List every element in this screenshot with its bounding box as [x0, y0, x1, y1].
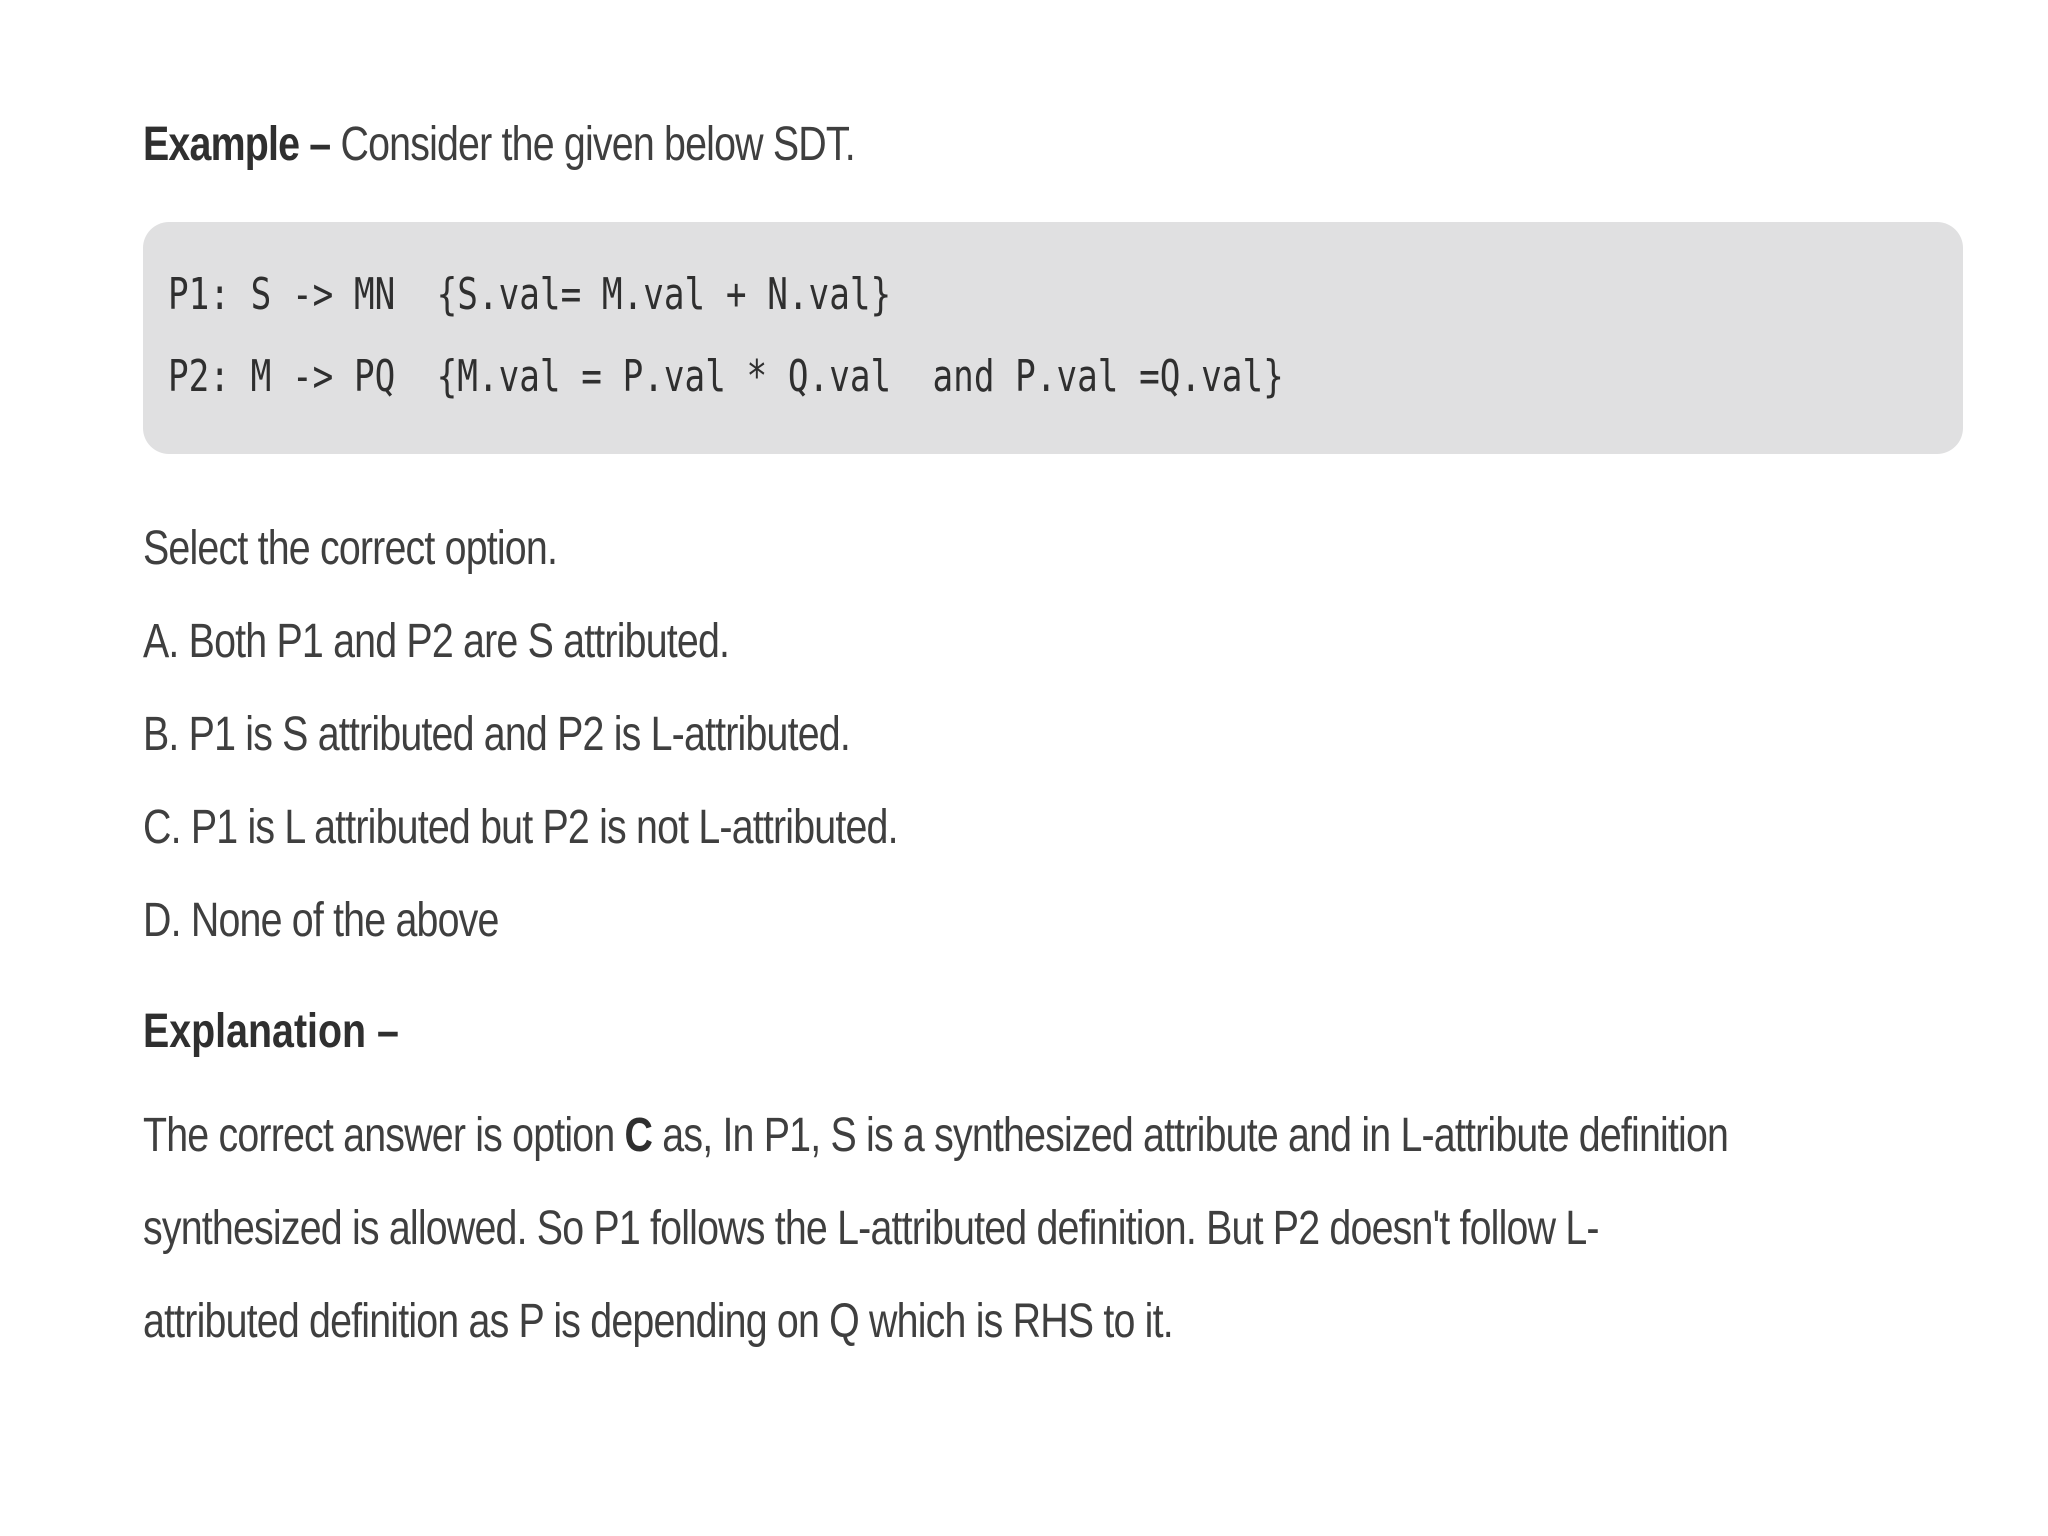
article-content: [143, 110, 1963, 1368]
question-section: [143, 502, 1963, 967]
explanation-line-2: synthesized is allowed. So P1 follows the L-attributed definition. But P2 doesn't follow L-: [143, 1202, 1599, 1255]
option-a: A. Both P1 and P2 are S attributed.: [143, 615, 730, 668]
example-heading: [143, 110, 1635, 180]
option-c: C. P1 is L attributed but P2 is not L-attributed.: [143, 801, 898, 854]
answer-option: C: [624, 1109, 653, 1162]
options-list: [143, 595, 1963, 967]
option-d: D. None of the above: [143, 894, 499, 947]
example-label: Example –: [143, 118, 331, 171]
explanation-line-1-start: The correct answer is option: [143, 1109, 625, 1162]
code-line-p1: P1: S -> MN {S.val= M.val + N.val}: [168, 269, 892, 320]
example-text: Consider the given below SDT.: [330, 118, 855, 171]
code-block: [143, 222, 1963, 454]
explanation-title: Explanation –: [143, 1005, 399, 1058]
option-b: B. P1 is S attributed and P2 is L-attributed.: [143, 708, 850, 761]
question-prompt: Select the correct option.: [143, 522, 558, 575]
explanation-line-1: [143, 1089, 1729, 1182]
code-line-p2: P2: M -> PQ {M.val = P.val * Q.val and P.val =Q.val}: [168, 351, 1284, 402]
explanation-line-3: attributed definition as P is depending on Q which is RHS to it.: [143, 1295, 1173, 1348]
explanation-line-1-end: as, In P1, S is a synthesized attribute and in L-attribute definition: [652, 1109, 1729, 1162]
explanation-body: [143, 1089, 1963, 1368]
